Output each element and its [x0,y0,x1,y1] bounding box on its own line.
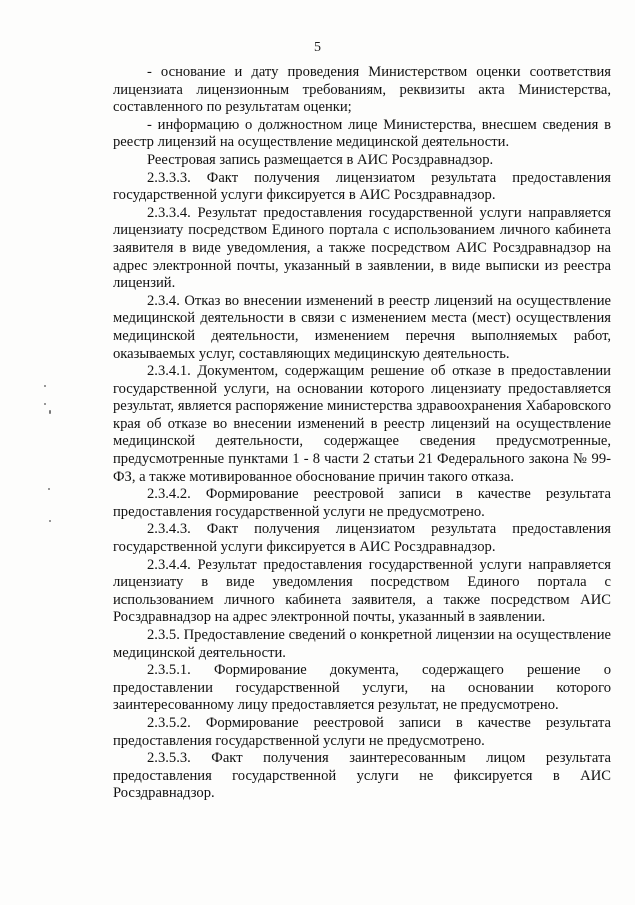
paragraph: 2.3.3.3. Факт получения лицензиатом результата предоставления государственной услуги фиксируется в АИС Росздравнадзор. [113,169,611,204]
scan-speck [49,520,51,522]
scan-speck [48,488,50,490]
scan-speck [49,410,51,414]
scan-speck [44,403,46,405]
paragraph: 2.3.5.2. Формирование реестровой записи в качестве результата предоставления государственной услуги не предусмотрено. [113,714,611,749]
page-number: 5 [314,40,321,55]
paragraph: 2.3.4.3. Факт получения лицензиатом результата предоставления государственной услуги фиксируется в АИС Росздравнадзор. [113,521,611,556]
paragraph: 2.3.4.4. Результат предоставления государственной услуги направляется лицензиату в виде уведомления посредством Единого портала с использованием личного кабинета заявителя, а также посредством АИС Росздравнадзор на адрес электронной почты, указанный в заявлении. [113,556,611,626]
paragraph: - информацию о должностном лице Министерства, внесшем сведения в реестр лицензий на осуществление медицинской деятельности. [113,116,611,151]
document-body [113,64,611,803]
paragraph: - основание и дату проведения Министерством оценки соответствия лицензиата лицензионным требованиям, реквизиты акта Министерства, составленного по результатам оценки; [113,64,611,116]
paragraph: 2.3.5.1. Формирование документа, содержащего решение о предоставлении государственной услуги, на основании которого заинтересованному лицу предоставляется результат, не предусмотрено. [113,662,611,714]
paragraph: 2.3.3.4. Результат предоставления государственной услуги направляется лицензиату посредством Единого портала с использованием личного кабинета заявителя в виде уведомления, а также посредством АИС Росздравнадзор на адрес электронной почты, указанный в заявлении, в виде выписки из реестра лицензий. [113,204,611,292]
paragraph: Реестровая запись размещается в АИС Росздравнадзор. [147,151,494,168]
paragraph: 2.3.4.2. Формирование реестровой записи в качестве результата предоставления государственной услуги не предусмотрено. [113,486,611,520]
paragraph: 2.3.5.3. Факт получения заинтересованным лицом результата предоставления государственной услуги не фиксируется в АИС Росздравнадзор. [113,750,611,802]
paragraph: 2.3.4. Отказ во внесении изменений в реестр лицензий на осуществление медицинской деятельности в связи с изменением места (мест) осуществления медицинской деятельности, изменением перечня выполняемых работ, оказываемых услуг, составляющих медицинскую деятельность. [113,292,611,362]
scan-speck [44,385,46,387]
paragraph: 2.3.5. Предоставление сведений о конкретной лицензии на осуществление медицинской деятельности. [113,627,611,661]
paragraph: 2.3.4.1. Документом, содержащим решение об отказе в предоставлении государственной услуги, на основании которого лицензиату предоставляется результат, является распоряжение министерства здравоохранения Хабаровского края об отказе во внесении изменений в реестр лицензий на осуществление медицинской деятельности, содержащее сведения предусмотренные, предусмотренные пунктами 1 - 8 части 2 статьи 21 Федерального закона № 99-ФЗ, а также мотивированное обоснование причин такого отказа. [113,363,611,485]
